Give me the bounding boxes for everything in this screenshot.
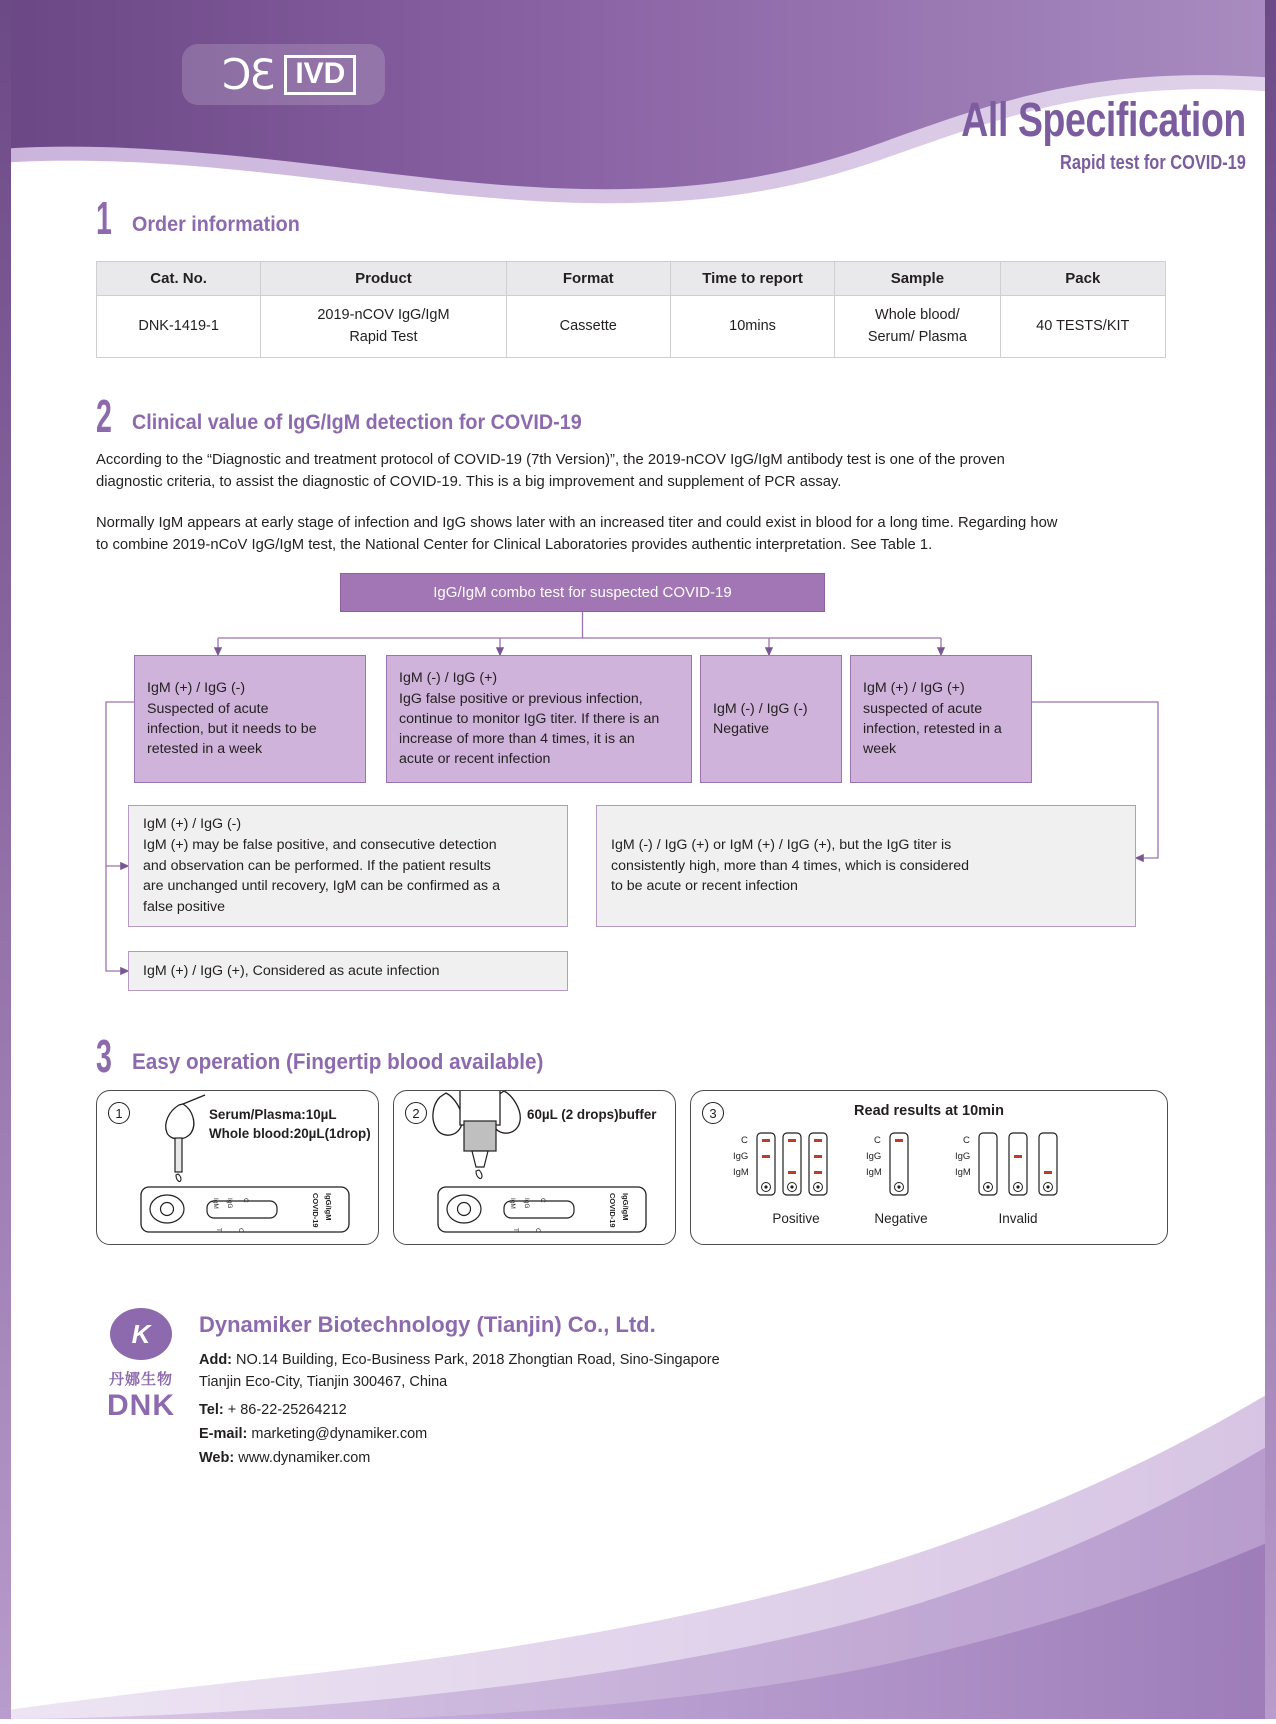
cell-format: Cassette: [506, 296, 670, 358]
th-sample: Sample: [835, 262, 1000, 296]
page-footer-decoration: [0, 1389, 1276, 1719]
address-line-1: [199, 1350, 720, 1372]
tel-value: + 86-22-25264212: [223, 1402, 347, 1418]
tel-label: Tel:: [199, 1402, 224, 1418]
page-title: All Specification: [961, 94, 1246, 147]
cell-time-to-report: 10mins: [670, 296, 834, 358]
svg-text:IgM: IgM: [509, 1198, 516, 1209]
step-panel-1: [96, 1090, 379, 1245]
cell-cat-no: DNK-1419-1: [97, 296, 261, 358]
flow-outcome-1: [128, 805, 568, 927]
section-title-3: Easy operation (Fingertip blood available): [131, 1048, 543, 1074]
result-label-negative: Negative: [874, 1211, 928, 1226]
svg-text:T: T: [512, 1228, 519, 1232]
svg-text:C: C: [741, 1135, 748, 1146]
step-1-illustration: [97, 1091, 380, 1246]
logo-dnk-text: DNK: [107, 1389, 175, 1422]
svg-text:IgG: IgG: [733, 1151, 749, 1162]
dnk-logo-icon: K: [110, 1308, 172, 1360]
address-label: Add:: [199, 1352, 233, 1368]
svg-text:IgG/IgM: IgG/IgM: [324, 1193, 333, 1221]
flow-outcome-2: [596, 805, 1136, 927]
svg-text:T: T: [215, 1228, 222, 1232]
svg-text:C: C: [874, 1135, 881, 1146]
step-panel-2: [393, 1090, 676, 1245]
th-pack: Pack: [1000, 262, 1165, 296]
flow-branch-4: [850, 655, 1032, 783]
result-label-invalid: Invalid: [998, 1211, 1038, 1226]
svg-text:IgG: IgG: [866, 1151, 882, 1162]
result-label-positive: Positive: [772, 1211, 820, 1226]
svg-text:COVID-19: COVID-19: [311, 1193, 320, 1228]
flow-branch-1: [134, 655, 366, 783]
cell-product-line1: 2019-nCOV IgG/IgM: [317, 307, 450, 324]
svg-text:IgM: IgM: [955, 1167, 971, 1178]
flowchart: [96, 565, 1168, 995]
svg-text:C: C: [963, 1135, 970, 1146]
company-name: Dynamiker Biotechnology (Tianjin) Co., Ltd.: [199, 1312, 656, 1337]
svg-text:C: C: [242, 1198, 249, 1203]
svg-text:IgG/IgM: IgG/IgM: [621, 1193, 630, 1221]
flow-branch-3-text: IgM (-) / IgG (-) Negative: [713, 700, 808, 737]
svg-text:IgM: IgM: [733, 1167, 749, 1178]
order-information-table: [96, 261, 1166, 358]
email-value: marketing@dynamiker.com: [247, 1426, 428, 1442]
cell-sample-line2: Serum/ Plasma: [867, 328, 967, 345]
step-1-label-line2: Whole blood:20µL(1drop): [209, 1126, 371, 1142]
flow-branch-2: [386, 655, 692, 783]
step-2-label-line1: 60µL (2 drops)buffer: [527, 1107, 657, 1122]
section-number-3: 3: [96, 1030, 112, 1082]
flow-outcome-2-text: IgM (-) / IgG (+) or IgM (+) / IgG (+), but the IgG titer is consistently high, more than 4 times, which is considered to be acute or recent infection: [611, 836, 970, 895]
logo-chinese-name: 丹娜生物: [108, 1371, 173, 1388]
svg-text:IgM: IgM: [866, 1167, 882, 1178]
svg-text:COVID-19: COVID-19: [608, 1193, 617, 1228]
ivd-label: IVD: [284, 55, 356, 95]
read-results-title: Read results at 10min: [854, 1103, 1004, 1119]
cell-sample: [835, 296, 1000, 358]
page-header: [0, 0, 1276, 205]
svg-text:IgG: IgG: [523, 1198, 530, 1209]
svg-text:IgM: IgM: [212, 1198, 219, 1209]
svg-text:C: C: [237, 1228, 244, 1233]
section-heading-easy-operation: [96, 1030, 569, 1082]
th-format: Format: [506, 262, 670, 296]
step-number-2: 2: [405, 1102, 427, 1124]
section-heading-clinical-value: [96, 390, 610, 442]
th-product: Product: [261, 262, 506, 296]
ce-icon: ƆƐ: [210, 49, 274, 99]
section-number-1: 1: [96, 192, 112, 244]
operation-steps: [96, 1090, 1168, 1245]
paragraph-2: Normally IgM appears at early stage of infection and IgG shows later with an increased titer and could exist in blood for a long time. Regarding how to combine 2019-nCoV IgG/IgM test, the National Center for Clinical Laboratories provides authentic interpretation. See Table 1.: [96, 515, 1058, 554]
section-number-2: 2: [96, 390, 112, 442]
cell-sample-line1: Whole blood/: [875, 307, 960, 324]
section-title-2: Clinical value of IgG/IgM detection for COVID-19: [131, 410, 582, 434]
flow-branch-4-text: IgM (+) / IgG (+) suspected of acute infection, retested in a week: [863, 680, 1002, 758]
svg-text:IgG: IgG: [226, 1198, 233, 1209]
left-border-accent: [0, 0, 11, 1719]
th-cat-no: Cat. No.: [97, 262, 261, 296]
flow-outcome-3-text: IgM (+) / IgG (+), Considered as acute infection: [143, 962, 440, 979]
address-line-2: Tianjin Eco-City, Tianjin 300467, China: [199, 1374, 448, 1390]
page-subtitle: Rapid test for COVID-19: [1060, 152, 1246, 174]
ce-ivd-badge: [182, 44, 385, 105]
svg-text:C: C: [534, 1228, 541, 1233]
cell-product: [261, 296, 506, 358]
flow-branch-1-text: IgM (+) / IgG (-) Suspected of acute infection, but it needs to be retested in a week: [147, 680, 317, 758]
web-value: www.dynamiker.com: [234, 1450, 371, 1466]
section-title-1: Order information: [131, 212, 300, 236]
flow-root-box: IgG/IgM combo test for suspected COVID-19: [340, 573, 825, 612]
email-label: E-mail:: [199, 1426, 248, 1442]
cell-pack: 40 TESTS/KIT: [1000, 296, 1165, 358]
svg-text:C: C: [539, 1198, 546, 1203]
flow-branch-3: [700, 655, 842, 783]
table-row: [97, 296, 1166, 358]
step-number-3: 3: [702, 1102, 724, 1124]
web-label: Web:: [199, 1450, 235, 1466]
right-border-accent: [1265, 0, 1276, 1719]
th-time-to-report: Time to report: [670, 262, 834, 296]
header-title-block: [881, 94, 1246, 175]
cell-product-line2: Rapid Test: [349, 328, 418, 345]
flow-outcome-1-text: IgM (+) / IgG (-) IgM (+) may be false positive, and consecutive detection and observation can be performed. If the patient results are unchanged until recovery, IgM can be confirmed as a false positive: [143, 816, 500, 916]
svg-text:IgG: IgG: [955, 1151, 971, 1162]
table-header-row: [97, 262, 1166, 296]
flow-branch-2-text: IgM (-) / IgG (+) IgG false positive or previous infection, continue to monitor IgG titer. If there is an increase of more than 4 times, it is an acute or recent infection: [399, 670, 660, 768]
flow-outcome-3: [128, 951, 568, 991]
paragraph-1: According to the “Diagnostic and treatment protocol of COVID-19 (7th Version)”, the 2019-nCOV IgG/IgM antibody test is one of the proven diagnostic criteria, to assist the diagnostic of COVID-19. This is a big improvement and supplement of PCR assay.: [96, 452, 1005, 491]
step-panel-3: [690, 1090, 1168, 1245]
step-2-illustration: [394, 1091, 677, 1246]
section-heading-order-information: [96, 192, 310, 244]
step-number-1: 1: [108, 1102, 130, 1124]
step-1-label-line1: Serum/Plasma:10µL: [209, 1107, 337, 1122]
address-value-1: NO.14 Building, Eco-Business Park, 2018 Zhongtian Road, Sino-Singapore: [232, 1352, 720, 1368]
